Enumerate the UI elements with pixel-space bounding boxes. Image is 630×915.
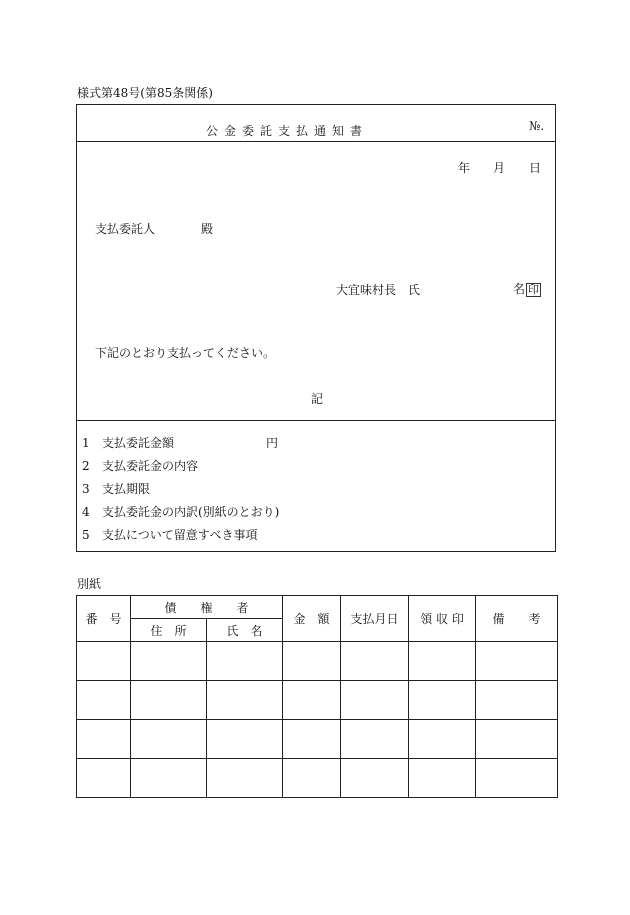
- cell-amount[interactable]: [283, 720, 341, 759]
- cell-remarks[interactable]: [476, 681, 558, 720]
- cell-amount[interactable]: [283, 642, 341, 681]
- cell-remarks[interactable]: [476, 642, 558, 681]
- header-receipt-seal: 領 収 印: [409, 596, 476, 642]
- item-4-text: 支払委託金の内訳(別紙のとおり): [102, 505, 280, 519]
- item-3: [82, 480, 150, 497]
- header-address: 住 所: [131, 619, 207, 642]
- cell-amount[interactable]: [283, 759, 341, 798]
- date-day: 日: [529, 161, 542, 175]
- form-number: 様式第48号(第85条関係): [77, 86, 213, 100]
- item-2: [82, 457, 198, 474]
- item-1-text: 支払委託金額: [102, 436, 175, 450]
- notice-box: [76, 104, 556, 552]
- header-remarks: 備 考: [476, 596, 558, 642]
- cell-pay-date[interactable]: [341, 759, 409, 798]
- cell-pay-date[interactable]: [341, 681, 409, 720]
- header-name: 氏 名: [207, 619, 283, 642]
- header-creditor: 債 権 者: [131, 596, 283, 619]
- cell-number[interactable]: [77, 642, 131, 681]
- cell-number[interactable]: [77, 759, 131, 798]
- cell-name[interactable]: [207, 759, 283, 798]
- cell-remarks[interactable]: [476, 759, 558, 798]
- honorific: 殿: [201, 222, 214, 236]
- seal-mark: 印: [528, 283, 540, 296]
- table-row: [77, 720, 558, 759]
- item-2-number: 2: [82, 459, 90, 473]
- items-divider: [77, 420, 555, 421]
- ki-label: 記: [311, 392, 324, 406]
- table-row: [77, 759, 558, 798]
- body-text: 下記のとおり支払ってください。: [95, 346, 276, 360]
- item-4-number: 4: [82, 505, 90, 519]
- table-row: [77, 681, 558, 720]
- cell-address[interactable]: [131, 720, 207, 759]
- title-divider: [77, 141, 555, 142]
- header-pay-date: 支払月日: [341, 596, 409, 642]
- item-1: [82, 434, 174, 451]
- item-1-yen: 円: [266, 436, 279, 450]
- date-year: 年: [458, 161, 471, 175]
- cell-receipt-seal[interactable]: [409, 720, 476, 759]
- date-month: 月: [493, 161, 506, 175]
- cell-address[interactable]: [131, 642, 207, 681]
- attachment-label: 別紙: [77, 577, 102, 591]
- item-1-number: 1: [82, 436, 90, 450]
- cell-pay-date[interactable]: [341, 642, 409, 681]
- item-4: [82, 503, 279, 520]
- cell-name[interactable]: [207, 720, 283, 759]
- item-5-number: 5: [82, 528, 90, 542]
- attachment-table: [76, 595, 558, 798]
- item-2-text: 支払委託金の内容: [102, 459, 199, 473]
- cell-address[interactable]: [131, 759, 207, 798]
- cell-name[interactable]: [207, 681, 283, 720]
- cell-name[interactable]: [207, 642, 283, 681]
- item-5-text: 支払について留意すべき事項: [102, 528, 258, 542]
- cell-receipt-seal[interactable]: [409, 681, 476, 720]
- notice-number-label: №.: [529, 119, 545, 133]
- cell-pay-date[interactable]: [341, 720, 409, 759]
- cell-receipt-seal[interactable]: [409, 759, 476, 798]
- item-5: [82, 526, 258, 543]
- notice-title: 公金委託支払通知書: [205, 124, 368, 138]
- header-amount: 金 額: [283, 596, 341, 642]
- name-label-1: 氏: [408, 283, 421, 297]
- addressee-label: 支払委託人: [95, 222, 156, 236]
- table-row: [77, 642, 558, 681]
- cell-amount[interactable]: [283, 681, 341, 720]
- item-3-text: 支払期限: [102, 482, 151, 496]
- issuer-title: 大宜味村長: [336, 283, 397, 297]
- cell-number[interactable]: [77, 720, 131, 759]
- cell-address[interactable]: [131, 681, 207, 720]
- item-3-number: 3: [82, 482, 90, 496]
- cell-number[interactable]: [77, 681, 131, 720]
- header-number: 番 号: [77, 596, 131, 642]
- name-seal-group: [513, 280, 541, 297]
- header-row-1: [77, 596, 558, 619]
- cell-remarks[interactable]: [476, 720, 558, 759]
- cell-receipt-seal[interactable]: [409, 642, 476, 681]
- name-label-2: 名: [513, 282, 526, 296]
